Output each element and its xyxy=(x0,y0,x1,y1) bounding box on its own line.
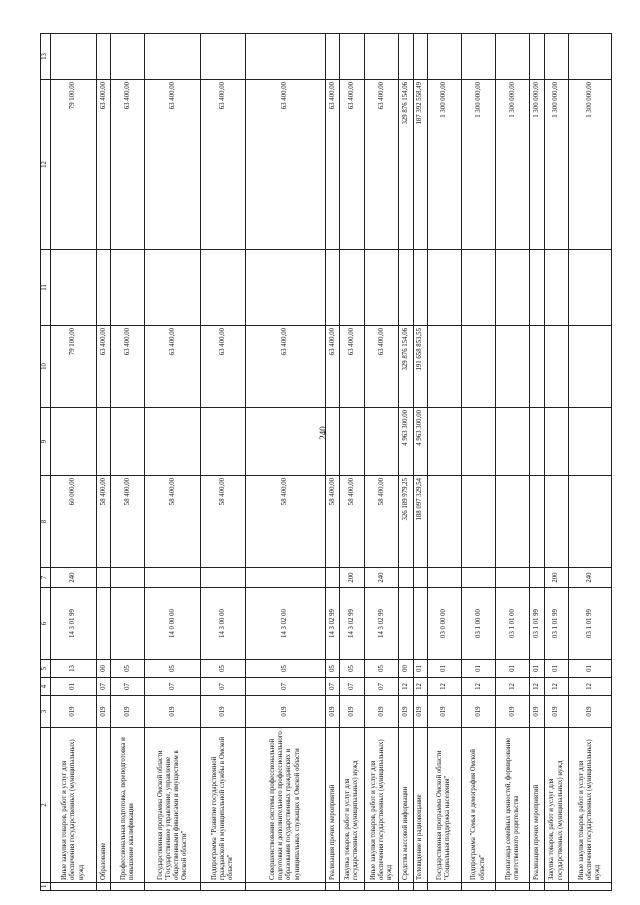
table-cell-c10: 63 400,00 xyxy=(365,326,399,408)
table-cell-c7 xyxy=(111,568,145,588)
table-cell-c2: Телевидение и радиовещание xyxy=(413,728,427,883)
table-cell-c2: Подпрограмма "Семья и демография Омской области" xyxy=(461,728,495,883)
column-header-3: 3 xyxy=(41,696,51,728)
table-cell-c9 xyxy=(530,408,544,476)
table-cell-c8 xyxy=(544,476,569,568)
table-cell-c11 xyxy=(544,250,569,326)
table-cell-c2: Подпрограмма "Развитие государственной гражданской и муниципальной службы в Омской области" xyxy=(200,728,245,883)
table-cell-c1 xyxy=(326,883,340,891)
table-cell-c5: 00 xyxy=(97,660,111,678)
table-cell-c9 xyxy=(145,408,201,476)
table-cell-c4: 07 xyxy=(97,678,111,696)
table-cell-c5: 05 xyxy=(145,660,201,678)
table-cell-c3: 019 xyxy=(145,696,201,728)
table-cell-c7: 200 xyxy=(340,568,365,588)
table-row xyxy=(544,34,569,891)
table-cell-c4: 07 xyxy=(326,678,340,696)
table-cell-c4: 12 xyxy=(399,678,413,696)
table-cell-c2: Совершенствование системы профессиональной подготовки и дополнительного профессионального образования государственных гражданских и муниципальных служащих в Омской области xyxy=(245,728,325,883)
table-cell-c3: 019 xyxy=(496,696,530,728)
table-cell-c1 xyxy=(97,883,111,891)
table-row xyxy=(200,34,245,891)
table-cell-c6: 03 0 00 00 xyxy=(427,588,461,660)
table-cell-c11 xyxy=(496,250,530,326)
table-cell-c12: 1 300 000,00 xyxy=(569,80,612,250)
table-cell-c8 xyxy=(530,476,544,568)
table-cell-c10: 191 658 853,55 xyxy=(413,326,427,408)
table-cell-c7 xyxy=(200,568,245,588)
table-cell-c5: 05 xyxy=(111,660,145,678)
table-cell-c8: 60 000,00 xyxy=(51,476,97,568)
table-cell-c13 xyxy=(97,34,111,80)
table-cell-c2: Образование xyxy=(97,728,111,883)
table-cell-c7: 200 xyxy=(544,568,569,588)
table-cell-c9 xyxy=(97,408,111,476)
table-cell-c8: 58 400,00 xyxy=(340,476,365,568)
table-cell-c10: 63 400,00 xyxy=(245,326,325,408)
table-cell-c12: 79 100,00 xyxy=(51,80,97,250)
table-cell-c5: 01 xyxy=(413,660,427,678)
table-row xyxy=(51,34,97,891)
table-cell-c6: 14 3 02 99 xyxy=(326,588,340,660)
table-cell-c3: 019 xyxy=(51,696,97,728)
table-cell-c4: 01 xyxy=(51,678,97,696)
table-cell-c3: 019 xyxy=(326,696,340,728)
table-cell-c13 xyxy=(365,34,399,80)
table-cell-c10: 63 400,00 xyxy=(111,326,145,408)
table-cell-c1 xyxy=(544,883,569,891)
table-cell-c10: 63 400,00 xyxy=(97,326,111,408)
table-cell-c12: 63 400,00 xyxy=(245,80,325,250)
table-cell-c13 xyxy=(427,34,461,80)
table-cell-c4: 07 xyxy=(340,678,365,696)
table-cell-c12: 63 400,00 xyxy=(365,80,399,250)
table-cell-c10 xyxy=(569,326,612,408)
table-cell-c3: 019 xyxy=(340,696,365,728)
table-cell-c1 xyxy=(530,883,544,891)
table-cell-c13 xyxy=(326,34,340,80)
table-cell-c7 xyxy=(496,568,530,588)
column-header-10: 10 xyxy=(41,326,51,408)
table-cell-c13 xyxy=(111,34,145,80)
table-cell-c11 xyxy=(569,250,612,326)
table-cell-c11 xyxy=(340,250,365,326)
table-cell-c6: 14 3 01 99 xyxy=(51,588,97,660)
table-row xyxy=(413,34,427,891)
table-cell-c4: 07 xyxy=(365,678,399,696)
table-cell-c9 xyxy=(496,408,530,476)
table-cell-c13 xyxy=(413,34,427,80)
table-cell-c4: 12 xyxy=(544,678,569,696)
table-cell-c9 xyxy=(200,408,245,476)
table-cell-c11 xyxy=(245,250,325,326)
table-cell-c2: Реализация прочих мероприятий xyxy=(326,728,340,883)
table-cell-c12: 1 300 000,00 xyxy=(496,80,530,250)
table-cell-c11 xyxy=(145,250,201,326)
table-cell-c2: Реализация прочих мероприятий xyxy=(530,728,544,883)
table-cell-c12: 63 400,00 xyxy=(145,80,201,250)
table-cell-c1 xyxy=(461,883,495,891)
table-cell-c1 xyxy=(569,883,612,891)
table-cell-c11 xyxy=(413,250,427,326)
table-cell-c3: 019 xyxy=(530,696,544,728)
table-row xyxy=(111,34,145,891)
table-cell-c4: 12 xyxy=(530,678,544,696)
table-cell-c7 xyxy=(97,568,111,588)
table-body xyxy=(51,34,612,891)
header-row xyxy=(41,34,51,891)
table-cell-c12: 329 876 154,06 xyxy=(399,80,413,250)
table-row xyxy=(97,34,111,891)
table-cell-c4: 07 xyxy=(245,678,325,696)
table-cell-c8: 58 400,00 xyxy=(365,476,399,568)
table-cell-c2: Иные закупки товаров, работ и услуг для обеспечения государственных (муниципальных) нужд xyxy=(51,728,97,883)
table-cell-c5: 01 xyxy=(496,660,530,678)
table-cell-c9 xyxy=(365,408,399,476)
table-cell-c11 xyxy=(427,250,461,326)
table-cell-c13 xyxy=(340,34,365,80)
table-cell-c5: 13 xyxy=(51,660,97,678)
table-cell-c2: Закупка товаров, работ и услуг для государственных (муниципальных) нужд xyxy=(544,728,569,883)
table-cell-c5: 05 xyxy=(365,660,399,678)
page-number: 240 xyxy=(318,426,328,440)
table-cell-c8: 188 097 329,54 xyxy=(413,476,427,568)
table-cell-c11 xyxy=(326,250,340,326)
table-cell-c1 xyxy=(413,883,427,891)
column-header-7: 7 xyxy=(41,568,51,588)
table-cell-c13 xyxy=(200,34,245,80)
table-cell-c12: 1 300 000,00 xyxy=(544,80,569,250)
rotated-budget-table-sheet xyxy=(40,34,612,891)
column-header-13: 13 xyxy=(41,34,51,80)
table-cell-c8: 58 400,00 xyxy=(326,476,340,568)
table-cell-c10: 63 400,00 xyxy=(145,326,201,408)
table-cell-c10 xyxy=(427,326,461,408)
table-cell-c11 xyxy=(97,250,111,326)
table-cell-c6: 14 3 02 99 xyxy=(365,588,399,660)
table-cell-c10: 329 876 154,06 xyxy=(399,326,413,408)
table-cell-c1 xyxy=(145,883,201,891)
table-cell-c9: 4 963 300,00 xyxy=(399,408,413,476)
table-cell-c7: 240 xyxy=(51,568,97,588)
table-cell-c12: 187 392 558,49 xyxy=(413,80,427,250)
table-cell-c2: Государственная программа Омской области "Государственное управление, управление общественными финансами и имуществом в Омской области" xyxy=(145,728,201,883)
table-row xyxy=(365,34,399,891)
table-row xyxy=(461,34,495,891)
table-cell-c4: 12 xyxy=(413,678,427,696)
table-cell-c13 xyxy=(245,34,325,80)
table-cell-c9 xyxy=(461,408,495,476)
table-row xyxy=(245,34,325,891)
column-header-6: 6 xyxy=(41,588,51,660)
table-cell-c1 xyxy=(245,883,325,891)
table-cell-c2: Профессиональная подготовка, переподготовка и повышение квалификации xyxy=(111,728,145,883)
table-cell-c7: 240 xyxy=(569,568,612,588)
table-cell-c10: 63 400,00 xyxy=(340,326,365,408)
table-cell-c1 xyxy=(111,883,145,891)
table-cell-c3: 019 xyxy=(245,696,325,728)
table-cell-c11 xyxy=(51,250,97,326)
table-cell-c12: 1 300 000,00 xyxy=(427,80,461,250)
table-cell-c6: 14 0 00 00 xyxy=(145,588,201,660)
table-cell-c1 xyxy=(365,883,399,891)
table-cell-c10 xyxy=(544,326,569,408)
table-cell-c8: 58 400,00 xyxy=(111,476,145,568)
column-header-9: 9 xyxy=(41,408,51,476)
table-cell-c12: 63 400,00 xyxy=(111,80,145,250)
table-cell-c10: 63 400,00 xyxy=(200,326,245,408)
table-cell-c4: 12 xyxy=(427,678,461,696)
table-cell-c7 xyxy=(461,568,495,588)
table-cell-c11 xyxy=(461,250,495,326)
table-cell-c9 xyxy=(427,408,461,476)
table-cell-c8 xyxy=(427,476,461,568)
table-cell-c5: 00 xyxy=(399,660,413,678)
table-cell-c8: 326 189 979,25 xyxy=(399,476,413,568)
table-cell-c8: 58 400,00 xyxy=(97,476,111,568)
table-cell-c5: 01 xyxy=(427,660,461,678)
table-cell-c1 xyxy=(399,883,413,891)
table-cell-c4: 12 xyxy=(496,678,530,696)
table-cell-c1 xyxy=(496,883,530,891)
table-cell-c3: 019 xyxy=(461,696,495,728)
table-cell-c6: 14 3 02 99 xyxy=(340,588,365,660)
table-cell-c1 xyxy=(340,883,365,891)
table-cell-c6 xyxy=(399,588,413,660)
table-cell-c3: 019 xyxy=(97,696,111,728)
table-cell-c6: 03 1 01 99 xyxy=(530,588,544,660)
table-cell-c6: 03 1 01 99 xyxy=(569,588,612,660)
table-cell-c13 xyxy=(496,34,530,80)
table-cell-c8 xyxy=(496,476,530,568)
table-cell-c5: 05 xyxy=(340,660,365,678)
table-cell-c1 xyxy=(427,883,461,891)
table-cell-c4: 12 xyxy=(569,678,612,696)
table-cell-c5: 05 xyxy=(245,660,325,678)
table-cell-c11 xyxy=(365,250,399,326)
table-cell-c12: 63 400,00 xyxy=(340,80,365,250)
table-cell-c9: 4 963 300,00 xyxy=(413,408,427,476)
table-row xyxy=(427,34,461,891)
table-cell-c2: Иные закупки товаров, работ и услуг для обеспечения государственных (муниципальных) нужд xyxy=(365,728,399,883)
table-cell-c6 xyxy=(97,588,111,660)
table-cell-c9 xyxy=(51,408,97,476)
table-cell-c12: 1 300 000,00 xyxy=(530,80,544,250)
table-cell-c8: 58 400,00 xyxy=(145,476,201,568)
table-cell-c7: 240 xyxy=(365,568,399,588)
table-cell-c3: 019 xyxy=(200,696,245,728)
table-cell-c13 xyxy=(145,34,201,80)
table-cell-c4: 07 xyxy=(145,678,201,696)
table-cell-c8: 58 400,00 xyxy=(245,476,325,568)
column-header-4: 4 xyxy=(41,678,51,696)
table-cell-c7 xyxy=(245,568,325,588)
table-cell-c13 xyxy=(530,34,544,80)
table-cell-c9 xyxy=(326,408,340,476)
table-cell-c13 xyxy=(399,34,413,80)
table-cell-c6: 14 3 00 00 xyxy=(200,588,245,660)
table-row xyxy=(496,34,530,891)
column-header-1: 1 xyxy=(41,883,51,891)
table-cell-c3: 019 xyxy=(427,696,461,728)
table-cell-c2: Пропаганда семейных ценностей, формирование ответственного родительства xyxy=(496,728,530,883)
table-cell-c12: 63 400,00 xyxy=(97,80,111,250)
table-cell-c13 xyxy=(569,34,612,80)
table-cell-c2: Закупка товаров, работ и услуг для государственных (муниципальных) нужд xyxy=(340,728,365,883)
table-cell-c3: 019 xyxy=(399,696,413,728)
table-cell-c5: 01 xyxy=(461,660,495,678)
table-cell-c5: 01 xyxy=(544,660,569,678)
table-cell-c7 xyxy=(530,568,544,588)
column-header-5: 5 xyxy=(41,660,51,678)
table-cell-c4: 07 xyxy=(200,678,245,696)
table-row xyxy=(326,34,340,891)
table-cell-c2: Иные закупки товаров, работ и услуг для обеспечения государственных (муниципальных) нужд xyxy=(569,728,612,883)
table-cell-c8 xyxy=(569,476,612,568)
table-cell-c11 xyxy=(530,250,544,326)
column-header-11: 11 xyxy=(41,250,51,326)
table-cell-c10 xyxy=(530,326,544,408)
table-cell-c5: 05 xyxy=(200,660,245,678)
table-cell-c9 xyxy=(544,408,569,476)
table-cell-c10: 63 400,00 xyxy=(326,326,340,408)
table-cell-c8: 58 400,00 xyxy=(200,476,245,568)
table-cell-c6 xyxy=(413,588,427,660)
table-cell-c7 xyxy=(145,568,201,588)
table-cell-c2: Государственная программа Омской области "Социальная поддержка населения" xyxy=(427,728,461,883)
table-cell-c6: 03 1 01 00 xyxy=(496,588,530,660)
table-cell-c12: 63 400,00 xyxy=(326,80,340,250)
table-cell-c8 xyxy=(461,476,495,568)
table-cell-c2: Средства массовой информации xyxy=(399,728,413,883)
table-cell-c9 xyxy=(569,408,612,476)
table-cell-c11 xyxy=(200,250,245,326)
table-cell-c4: 07 xyxy=(111,678,145,696)
column-header-2: 2 xyxy=(41,728,51,883)
table-cell-c3: 019 xyxy=(111,696,145,728)
table-cell-c7 xyxy=(427,568,461,588)
table-cell-c10: 79 100,00 xyxy=(51,326,97,408)
table-cell-c13 xyxy=(51,34,97,80)
table-cell-c12: 1 300 000,00 xyxy=(461,80,495,250)
table-cell-c12: 63 400,00 xyxy=(200,80,245,250)
table-cell-c5: 01 xyxy=(530,660,544,678)
table-cell-c3: 019 xyxy=(365,696,399,728)
table-cell-c4: 12 xyxy=(461,678,495,696)
table-cell-c10 xyxy=(461,326,495,408)
table-cell-c3: 019 xyxy=(569,696,612,728)
table-cell-c6 xyxy=(111,588,145,660)
table-row xyxy=(569,34,612,891)
column-header-12: 12 xyxy=(41,80,51,250)
table-cell-c11 xyxy=(111,250,145,326)
table-cell-c1 xyxy=(200,883,245,891)
column-header-8: 8 xyxy=(41,476,51,568)
table-cell-c1 xyxy=(51,883,97,891)
table-cell-c9 xyxy=(245,408,325,476)
table-cell-c9 xyxy=(340,408,365,476)
table-cell-c5: 01 xyxy=(569,660,612,678)
table-cell-c6: 14 3 02 00 xyxy=(245,588,325,660)
table-row xyxy=(530,34,544,891)
table-cell-c5: 05 xyxy=(326,660,340,678)
table-cell-c11 xyxy=(399,250,413,326)
table-row xyxy=(399,34,413,891)
table-cell-c6: 03 1 00 00 xyxy=(461,588,495,660)
table-cell-c13 xyxy=(461,34,495,80)
table-cell-c7 xyxy=(399,568,413,588)
table-row xyxy=(340,34,365,891)
table-cell-c10 xyxy=(496,326,530,408)
budget-table xyxy=(40,33,612,891)
table-cell-c7 xyxy=(413,568,427,588)
table-cell-c7 xyxy=(326,568,340,588)
table-row xyxy=(145,34,201,891)
table-cell-c6: 03 1 01 99 xyxy=(544,588,569,660)
table-cell-c13 xyxy=(544,34,569,80)
table-cell-c3: 019 xyxy=(413,696,427,728)
table-cell-c3: 019 xyxy=(544,696,569,728)
table-cell-c9 xyxy=(111,408,145,476)
